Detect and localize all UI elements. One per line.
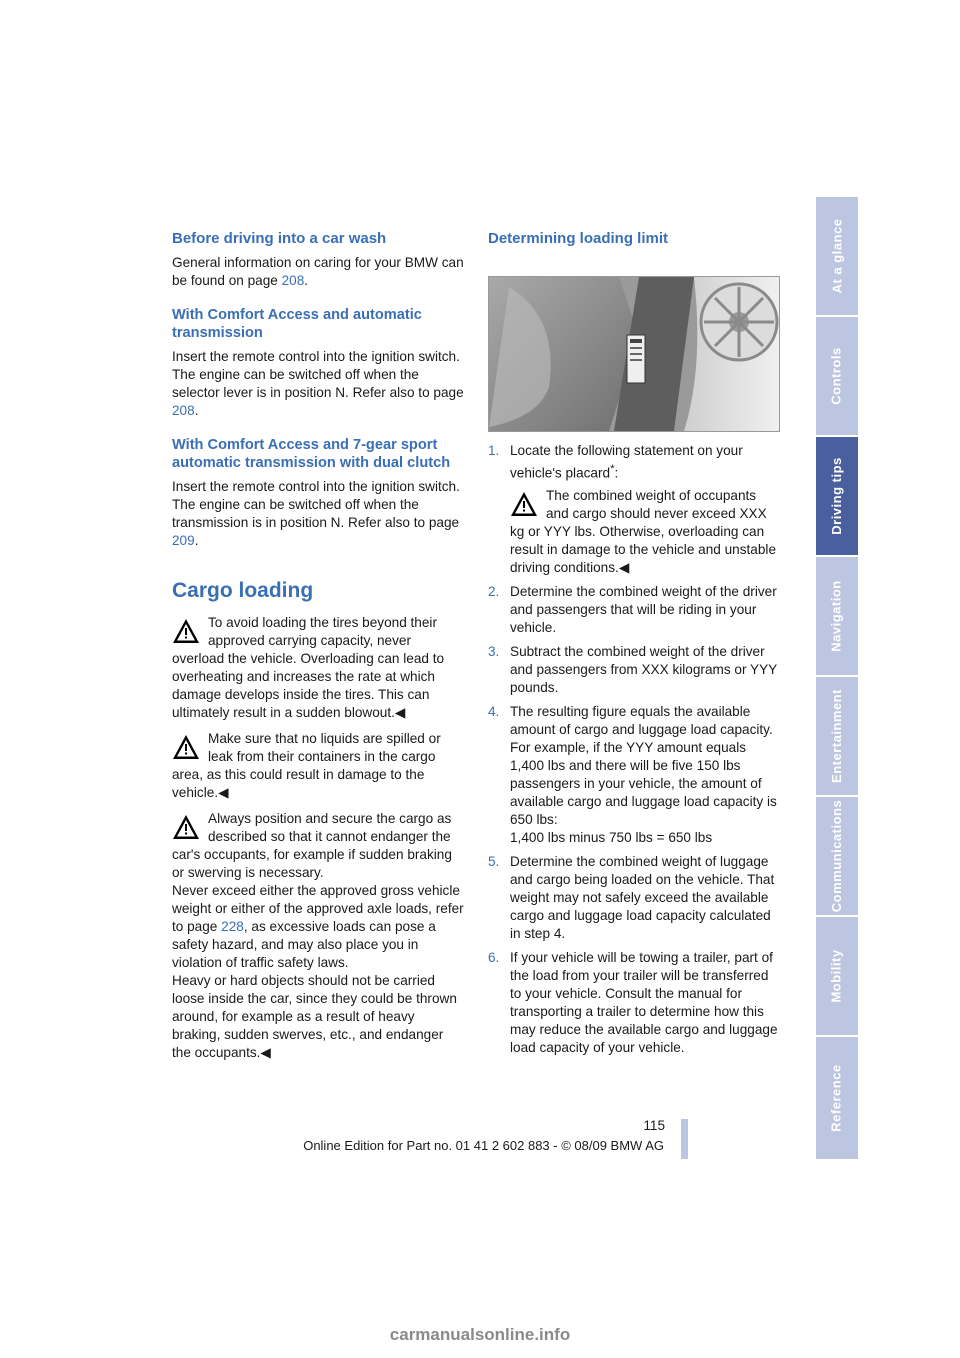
step-number: 1. bbox=[488, 443, 500, 458]
page-link-209[interactable]: 209 bbox=[172, 533, 195, 548]
step-5: 5. Determine the combined weight of luggage and cargo being loaded on the vehicle. That weight may not safely exceed the available cargo and luggage load capacity calculated in step 4. bbox=[488, 853, 775, 941]
placard-photo bbox=[488, 276, 780, 432]
right-column bbox=[488, 230, 780, 1063]
step-number: 3. bbox=[488, 643, 500, 659]
comfort-auto-text2: The engine can be switched off when the selector lever is in position N. Refer also to page 208. bbox=[172, 367, 464, 418]
step-4-calculation: 1,400 lbs minus 750 lbs = 650 lbs bbox=[510, 829, 713, 845]
step-2: 2. Determine the combined weight of the driver and passengers that will be riding in your vehicle. bbox=[488, 583, 777, 635]
tab-controls[interactable]: Controls bbox=[816, 317, 858, 437]
placard-warning-text: The combined weight of occupants and cargo should never exceed XXX kg or YYY lbs. Otherwise, overloading can result in damage to the vehicle and unstable driving conditions.◀ bbox=[510, 487, 777, 575]
heavy-objects-text: Heavy or hard objects should not be carried loose inside the car, since they could be thrown around, for example as a result of heavy braking, sudden swerves, etc., and endanger the occupants.◀ bbox=[172, 973, 457, 1060]
step-number: 6. bbox=[488, 949, 500, 965]
left-column bbox=[172, 230, 464, 1068]
warning-triangle-icon bbox=[510, 491, 538, 517]
tab-reference[interactable]: Reference bbox=[816, 1037, 858, 1161]
step-4: 4. The resulting figure equals the available amount of cargo and luggage load capacity. For example, if the YYY amount equals 1,400 lbs and there will be five 150 lbs passengers in your vehicle, the amount of available cargo and luggage load capacity is 650 lbs: 1,400 lbs minus 750 lbs = 650 lbs bbox=[488, 703, 780, 847]
comfort-7gear-text1: Insert the remote control into the ignition switch. bbox=[172, 479, 460, 494]
end-mark: ◀ bbox=[218, 785, 229, 800]
comfort-auto-text1: Insert the remote control into the ignition switch. bbox=[172, 349, 460, 364]
placard-warning bbox=[510, 487, 780, 577]
page-number: 115 bbox=[643, 1118, 665, 1133]
end-mark: ◀ bbox=[618, 559, 630, 575]
comfort-7gear-heading: With Comfort Access and 7-gear sport automatic transmission with dual clutch bbox=[172, 437, 451, 471]
warning-triangle-icon bbox=[172, 814, 200, 840]
warning-text-1: To avoid loading the tires beyond their approved carrying capacity, never overload the vehicle. Overloading can lead to overheating and increases the rate at which damage develops inside the tires. This can ultimately result in a sudden blowout.◀ bbox=[172, 615, 445, 720]
warning-text-3: Always position and secure the cargo as described so that it cannot endanger the car's occupants, for example if sudden braking or swerving is necessary. bbox=[172, 811, 452, 880]
tab-driving-tips[interactable]: Driving tips bbox=[816, 437, 858, 557]
tab-mobility[interactable]: Mobility bbox=[816, 917, 858, 1037]
warning-block-1 bbox=[172, 614, 464, 722]
end-mark: ◀ bbox=[394, 705, 406, 720]
warning-block-2 bbox=[172, 730, 464, 802]
step-6: 6. If your vehicle will be towing a trailer, part of the load from your trailer will be transferred to your vehicle. Consult the manual for transporting a trailer to determine how this may reduce the available cargo and luggage load capacity of your vehicle. bbox=[488, 949, 778, 1055]
car-wash-heading: Before driving into a car wash bbox=[172, 230, 387, 247]
warning-text-2: Make sure that no liquids are spilled or leak from their containers in the cargo area, as this could result in damage to the vehicle.◀ bbox=[172, 731, 441, 800]
asterisk: * bbox=[610, 463, 615, 475]
car-wash-text: General information on caring for your BMW can be found on page 208. bbox=[172, 255, 464, 288]
warning-triangle-icon bbox=[172, 618, 200, 644]
tab-navigation[interactable]: Navigation bbox=[816, 557, 858, 677]
loading-steps bbox=[488, 442, 780, 1057]
warning-block-3 bbox=[172, 810, 464, 1062]
step-number: 4. bbox=[488, 703, 500, 719]
comfort-7gear-text2: The engine can be switched off when the transmission is in position N. Refer also to page 209. bbox=[172, 497, 460, 548]
end-mark: ◀ bbox=[260, 1045, 271, 1060]
step-number: 5. bbox=[488, 853, 500, 869]
door-sill-illustration bbox=[489, 277, 779, 431]
tab-entertainment[interactable]: Entertainment bbox=[816, 677, 858, 797]
page-link-228[interactable]: 228 bbox=[221, 919, 244, 934]
tab-communications[interactable]: Communications bbox=[816, 797, 858, 917]
step-3: 3. Subtract the combined weight of the driver and passengers from XXX kilograms or YYY pounds. bbox=[488, 643, 777, 695]
step-1: 1. Locate the following statement on your vehicle's placard*: The combined weight of occupants and cargo should never exceed XXX kg or YYY lbs. Otherwise, overloading can result in damage to the vehicle and unstable driving conditions.◀ bbox=[488, 442, 780, 577]
section-tabs bbox=[816, 197, 858, 1159]
warning-triangle-icon bbox=[172, 734, 200, 760]
tab-at-a-glance[interactable]: At a glance bbox=[816, 197, 858, 317]
page-link-208[interactable]: 208 bbox=[281, 273, 305, 288]
footer-bar bbox=[681, 1119, 688, 1159]
watermark: carmanualsonline.info bbox=[389, 1325, 571, 1344]
comfort-auto-heading: With Comfort Access and automatic transmission bbox=[172, 307, 422, 341]
gross-weight-text: Never exceed either the approved gross vehicle weight or either of the approved axle loads, refer to page 228, as excessive loads can pose a safety hazard, and may also place you in violation of traffic safety laws. bbox=[172, 883, 464, 970]
loading-limit-heading: Determining loading limit bbox=[488, 230, 669, 247]
footer-edition-text: Online Edition for Part no. 01 41 2 602 883 - © 08/09 BMW AG bbox=[303, 1138, 664, 1153]
cargo-loading-heading: Cargo loading bbox=[172, 579, 314, 602]
page-link-208b[interactable]: 208 bbox=[172, 403, 195, 418]
step-number: 2. bbox=[488, 583, 500, 599]
